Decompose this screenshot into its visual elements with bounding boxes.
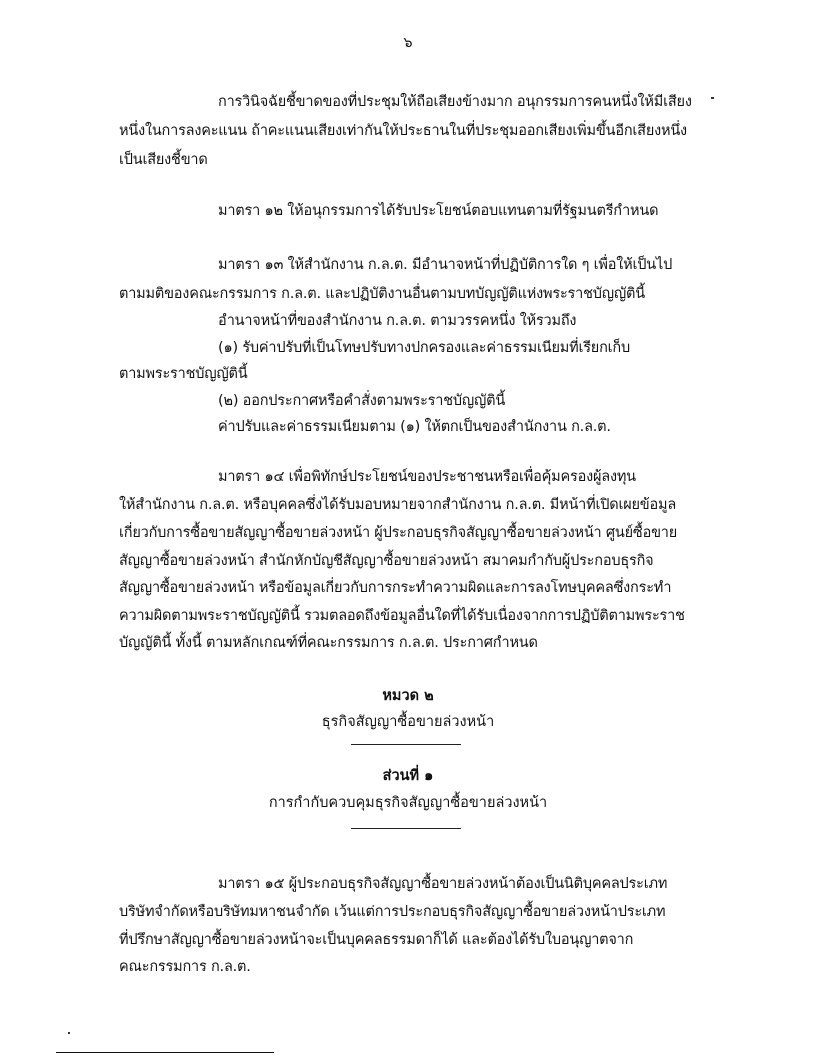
section-15-line: ที่ปรึกษาสัญญาซื้อขายล่วงหน้าจะเป็นบุคคลธรรมดาก็ได้ และต้องได้รับใบอนุญาตจาก [119,932,634,948]
footnote-rule [56,1052,274,1053]
section-13-line: ค่าปรับและค่าธรรมเนียมตาม (๑) ให้ตกเป็นของสำนักงาน ก.ล.ต. [218,419,611,435]
section-15-line: มาตรา ๑๕ ผู้ประกอบธุรกิจสัญญาซื้อขายล่วงหน้าต้องเป็นนิติบุคคลประเภท [218,876,668,892]
section-14-line: สัญญาซื้อขายล่วงหน้า หรือข้อมูลเกี่ยวกับการกระทำความผิดและการลงโทษบุคคลซึ่งกระทำ [119,580,672,596]
section-15-line: บริษัทจำกัดหรือบริษัทมหาชนจำกัด เว้นแต่การประกอบธุรกิจสัญญาซื้อขายล่วงหน้าประเภท [119,904,666,920]
section-13-line: อำนาจหน้าที่ของสำนักงาน ก.ล.ต. ตามวรรคหนึ่ง ให้รวมถึง [218,313,577,329]
scan-speck [711,97,714,99]
section-12-line: มาตรา ๑๒ ให้อนุกรรมการได้รับประโยชน์ตอบแทนตามที่รัฐมนตรีกำหนด [218,203,659,219]
part-divider [351,828,461,829]
section-15-line: คณะกรรมการ ก.ล.ต. [119,959,251,975]
section-13-line: มาตรา ๑๓ ให้สำนักงาน ก.ล.ต. มีอำนาจหน้าที่ปฏิบัติการใด ๆ เพื่อให้เป็นไป [218,257,673,273]
section-14-line: ให้สำนักงาน ก.ล.ต. หรือบุคคลซึ่งได้รับมอบหมายจากสำนักงาน ก.ล.ต. มีหน้าที่เปิดเผยข้อมูล [119,497,677,513]
section-13-line: (๑) รับค่าปรับที่เป็นโทษปรับทางปกครองและค่าธรรมเนียมที่เรียกเก็บ [218,340,631,356]
section-14-line: บัญญัตินี้ ทั้งนี้ ตามหลักเกณฑ์ที่คณะกรรมการ ก.ล.ต. ประกาศกำหนด [119,635,538,651]
chapter-divider [351,744,461,745]
section-14-line: มาตรา ๑๔ เพื่อพิทักษ์ประโยชน์ของประชาชนหรือเพื่อคุ้มครองผู้ลงทุน [218,469,636,485]
paragraph-line: การวินิจฉัยชี้ขาดของที่ประชุมให้ถือเสียงข้างมาก อนุกรรมการคนหนึ่งให้มีเสียง [218,94,692,110]
section-13-line: (๒) ออกประกาศหรือคำสั่งตามพระราชบัญญัตินี้ [218,393,506,409]
section-13-line: ตามพระราชบัญญัตินี้ [119,366,248,382]
chapter-title: ธุรกิจสัญญาซื้อขายล่วงหน้า [321,714,495,730]
part-number: ส่วนที่ ๑ [382,768,434,784]
section-14-line: ความผิดตามพระราชบัญญัตินี้ รวมตลอดถึงข้อมูลอื่นใดที่ได้รับเนื่องจากการปฏิบัติตามพระราช [119,608,685,624]
scan-speck [68,1032,70,1034]
section-13-line: ตามมติของคณะกรรมการ ก.ล.ต. และปฏิบัติงานอื่นตามบทบัญญัติแห่งพระราชบัญญัตินี้ [119,286,645,302]
paragraph-line: หนึ่งในการลงคะแนน ถ้าคะแนนเสียงเท่ากันให้ประธานในที่ประชุมออกเสียงเพิ่มขึ้นอีกเสียงหนึ่ง [119,123,687,139]
paragraph-line: เป็นเสียงชี้ขาด [119,152,208,168]
part-title: การกำกับควบคุมธุรกิจสัญญาซื้อขายล่วงหน้า [268,795,548,811]
chapter-number: หมวด ๒ [382,688,434,704]
section-14-line: สัญญาซื้อขายล่วงหน้า สำนักหักบัญชีสัญญาซื้อขายล่วงหน้า สมาคมกำกับผู้ประกอบธุรกิจ [119,553,654,569]
page-number: ๖ [403,35,413,51]
section-14-line: เกี่ยวกับการซื้อขายสัญญาซื้อขายล่วงหน้า ผู้ประกอบธุรกิจสัญญาซื้อขายล่วงหน้า ศูนย์ซื้อขาย [119,525,678,541]
